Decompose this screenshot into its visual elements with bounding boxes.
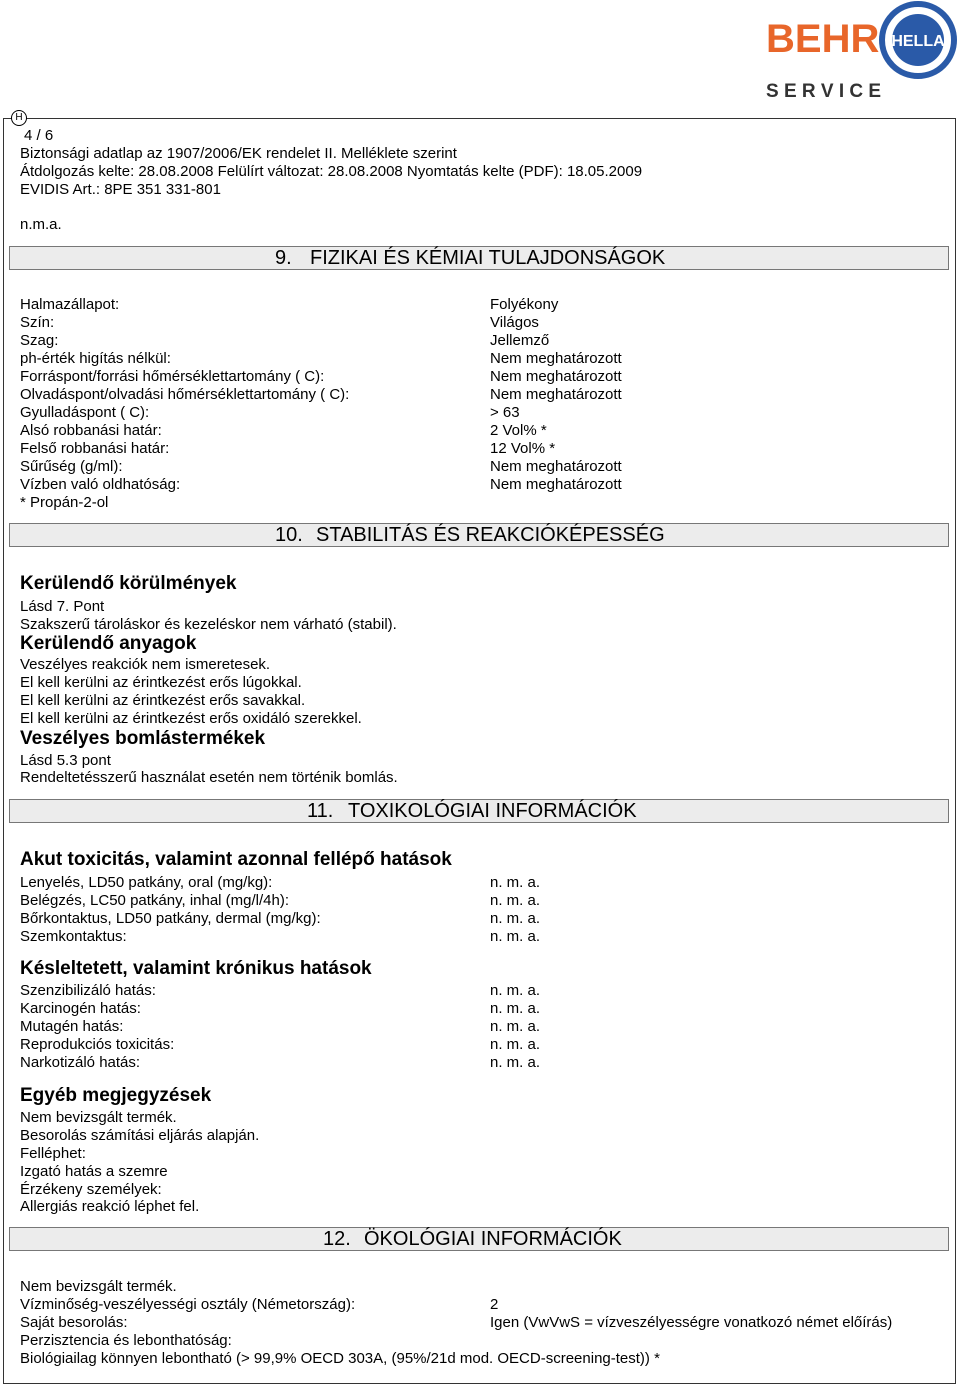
section-number: 9. [275,247,292,269]
tox-value: n. m. a. [490,1036,541,1053]
property-label: Sűrűség (g/ml): [20,458,123,475]
section-9-heading [9,246,949,270]
text-line: Lásd 7. Pont [20,598,105,615]
text-line: Perzisztencia és lebonthatóság: [20,1332,232,1349]
text-line: El kell kerülni az érintkezést erős oxidáló szerekkel. [20,710,362,727]
text-line: Felléphet: [20,1145,86,1162]
property-value: Világos [490,314,539,331]
tox-label: Szemkontaktus: [20,928,127,945]
tox-label: Narkotizáló hatás: [20,1054,141,1071]
tox-value: n. m. a. [490,910,541,927]
tox-value: n. m. a. [490,928,541,945]
avoid-conditions-heading: Kerülendő körülmények [20,573,237,594]
behr-wordmark: BEHR [766,17,880,61]
section-number: 12. [323,1228,351,1250]
doc-dates: Átdolgozás kelte: 28.08.2008 Felülírt változat: 28.08.2008 Nyomtatás kelte (PDF): 18.05.2009 [20,163,643,180]
property-value: Nem meghatározott [490,350,622,367]
text-line: Veszélyes reakciók nem ismeretesek. [20,656,271,673]
text-line: Izgató hatás a szemre [20,1163,168,1180]
eco-value: 2 [490,1296,499,1313]
property-value: Nem meghatározott [490,386,622,403]
section-number: 10. [275,524,303,546]
property-value: 2 Vol% * [490,422,547,439]
decomposition-heading: Veszélyes bomlástermékek [20,728,266,749]
language-marker: H [11,110,27,126]
text-line: Rendeltetésszerű használat esetén nem történik bomlás. [20,769,398,786]
section-title: TOXIKOLÓGIAI INFORMÁCIÓK [348,800,637,822]
section-title: STABILITÁS ÉS REAKCIÓKÉPESSÉG [316,524,665,546]
tox-label: Lenyelés, LD50 patkány, oral (mg/kg): [20,874,273,891]
text-line: Érzékeny személyek: [20,1181,162,1198]
tox-value: n. m. a. [490,1054,541,1071]
tox-value: n. m. a. [490,1018,541,1035]
property-label: Szín: [20,314,55,331]
doc-article: EVIDIS Art.: 8PE 351 331-801 [20,181,221,198]
previous-note: n.m.a. [20,216,62,233]
doc-title: Biztonsági adatlap az 1907/2006/EK rendelet II. Melléklete szerint [20,145,457,162]
acute-toxicity-heading: Akut toxicitás, valamint azonnal fellépő hatások [20,849,452,870]
tox-label: Bőrkontaktus, LD50 patkány, dermal (mg/kg): [20,910,321,927]
property-value: Nem meghatározott [490,368,622,385]
text-line: Nem bevizsgált termék. [20,1278,177,1295]
tox-value: n. m. a. [490,892,541,909]
eco-label: Saját besorolás: [20,1314,128,1331]
property-label: ph-érték higítás nélkül: [20,350,171,367]
section-title: ÖKOLÓGIAI INFORMÁCIÓK [364,1228,622,1250]
tox-label: Mutagén hatás: [20,1018,124,1035]
property-value: Nem meghatározott [490,476,622,493]
section-12-heading [9,1227,949,1251]
property-label: Forráspont/forrási hőmérséklettartomány ( C): [20,368,325,385]
eco-value: Igen (VwVwS = vízveszélyességre vonatkozó német előírás) [490,1314,893,1331]
property-value: Nem meghatározott [490,458,622,475]
footnote: * Propán-2-ol [20,494,109,511]
property-label: Szag: [20,332,59,349]
tox-label: Karcinogén hatás: [20,1000,141,1017]
tox-value: n. m. a. [490,1000,541,1017]
property-label: Gyulladáspont ( C): [20,404,150,421]
tox-value: n. m. a. [490,982,541,999]
property-label: Halmazállapot: [20,296,120,313]
property-label: Alsó robbanási határ: [20,422,162,439]
service-wordmark: S E R V I C E [766,81,882,102]
logo-graphic [728,0,958,110]
text-line: Biológiailag könnyen lebontható (> 99,9% OECD 303A, (95%/21d mod. OECD-screening-test)) * [20,1350,660,1367]
property-label: Felső robbanási határ: [20,440,170,457]
eco-label: Vízminőség-veszélyességi osztály (Németország): [20,1296,356,1313]
tox-value: n. m. a. [490,874,541,891]
property-label: Vízben való oldhatóság: [20,476,181,493]
text-line: El kell kerülni az érintkezést erős lúgokkal. [20,674,302,691]
tox-label: Belégzés, LC50 patkány, inhal (mg/l/4h): [20,892,290,909]
tox-label: Szenzibilizáló hatás: [20,982,156,999]
text-line: Lásd 5.3 pont [20,752,111,769]
tox-label: Reprodukciós toxicitás: [20,1036,175,1053]
page-number: 4 / 6 [24,127,54,144]
text-line: Allergiás reakció léphet fel. [20,1198,200,1215]
property-value: 12 Vol% * [490,440,556,457]
section-11-heading [9,799,949,823]
property-value: Folyékony [490,296,559,313]
other-remarks-heading: Egyéb megjegyzések [20,1085,212,1106]
text-line: Besorolás számítási eljárás alapján. [20,1127,260,1144]
section-number: 11. [307,800,334,822]
chronic-effects-heading: Késleltetett, valamint krónikus hatások [20,958,372,979]
text-line: El kell kerülni az érintkezést erős savakkal. [20,692,306,709]
text-line: Szakszerű tároláskor és kezeléskor nem várható (stabil). [20,616,397,633]
property-value: > 63 [490,404,520,421]
property-label: Olvadáspont/olvadási hőmérséklettartomány ( C): [20,386,350,403]
hella-wordmark: HELLA [891,33,945,50]
avoid-materials-heading: Kerülendő anyagok [20,633,197,654]
section-10-heading [9,523,949,547]
text-line: Nem bevizsgált termék. [20,1109,177,1126]
section-title: FIZIKAI ÉS KÉMIAI TULAJDONSÁGOK [310,247,666,269]
property-value: Jellemző [490,332,550,349]
